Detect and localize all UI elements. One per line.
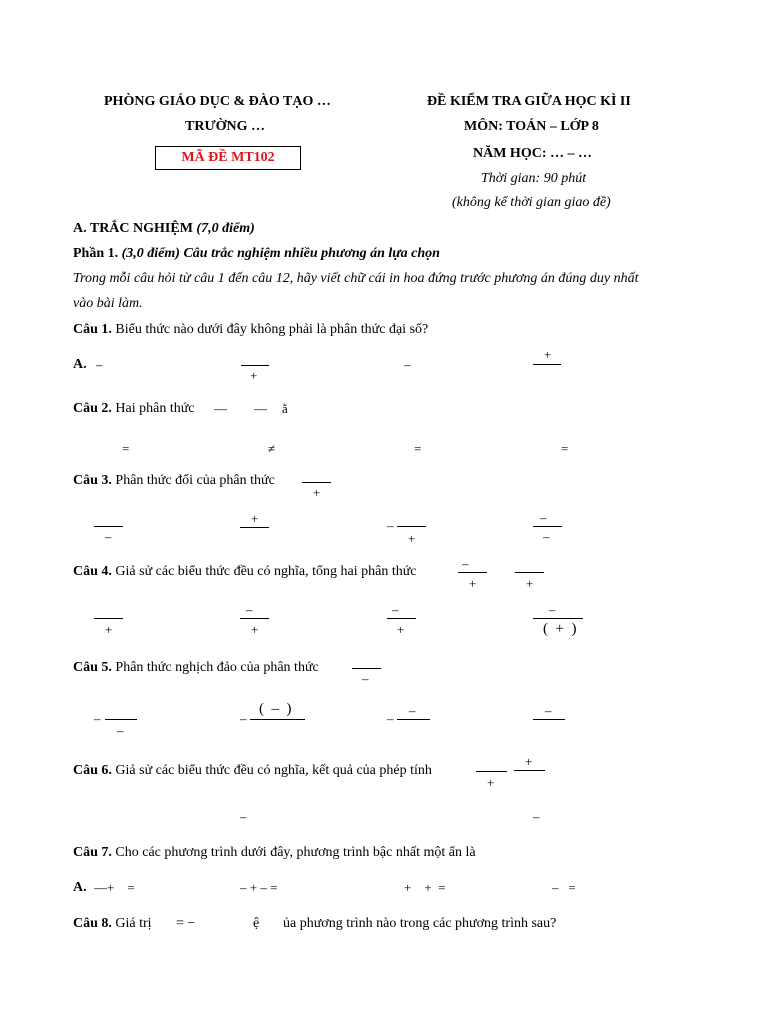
question-4 [73,565,417,579]
q1-b-plus: + [250,368,258,383]
part1-description: (3,0 điểm) Câu trắc nghiệm nhiều phương án lựa chọn [121,246,440,261]
question-7 [73,846,476,860]
q5-a-fraction-bar [105,719,137,720]
q4-c-plus: + [397,622,405,637]
question-label: Câu 4. [73,564,112,579]
question-label: Câu 7. [73,845,112,860]
q7-b-expr: – + – = [240,880,278,895]
q8-tail: ủa phương trình nào trong các phương trình sau? [283,916,557,931]
q4-d-fraction-bar [533,618,583,619]
q5-b-minus: – [240,711,247,726]
question-text: Giả sử các biểu thức đều có nghĩa, kết quả của phép tính [115,763,432,778]
section-a-points: (7,0 điểm) [196,221,255,236]
q5-c-minus: – [387,711,394,726]
school-year: NĂM HỌC: … – … [473,146,592,161]
q3-a-fraction-bar [94,526,123,527]
q1-option-a-label: A. [73,357,87,372]
question-label: Câu 2. [73,401,112,416]
q6-fraction-bar-1 [476,771,507,772]
q6-fraction-bar-2 [514,770,545,771]
q7-a-expr: —+ = [94,880,135,895]
question-text: Hai phân thức [115,401,195,416]
question-1 [73,323,428,337]
q3-c-fraction-bar [397,526,426,527]
q2-tail: ằ [282,401,288,416]
q6-plus-1: + [487,775,495,790]
exam-code-box [155,146,301,170]
question-label: Câu 6. [73,763,112,778]
question-8 [73,917,152,931]
question-3 [73,474,275,488]
part1-label: Phần 1. [73,246,119,261]
q1-d-plus: + [544,347,552,362]
section-a-title: A. TRẮC NGHIỆM [73,221,193,236]
section-a-heading [73,222,255,236]
question-2 [73,402,195,416]
q5-minus: – [362,671,369,686]
question-label: Câu 8. [73,916,112,931]
q4-plus-2: + [526,576,534,591]
question-label: Câu 5. [73,660,112,675]
q6-d-minus: – [533,809,540,824]
part1-instruction-line2: vào bài làm. [73,296,143,311]
q3-d-minus-top: – [540,510,547,525]
q4-c-minus: – [392,602,399,617]
q5-b-numerator: ( – ) [259,701,292,717]
q3-c-minus: – [387,518,394,533]
exam-time: Thời gian: 90 phút [481,171,587,186]
question-text: Biểu thức nào dưới đây không phải là phân thức đại số? [115,322,429,337]
q6-plus-2: + [525,754,533,769]
q1-a-minus: – [96,357,103,372]
question-6 [73,764,432,778]
exam-title: ĐỀ KIỂM TRA GIỮA HỌC KÌ II [427,94,631,109]
q5-d-fraction-bar [533,719,565,720]
question-label: Câu 3. [73,473,112,488]
question-label: Câu 1. [73,322,112,337]
q5-fraction-bar [352,668,381,669]
q5-b-fraction-bar [250,719,305,720]
exam-subject: MÔN: TOÁN – LỚP 8 [464,119,599,134]
q7-c-expr: + + = [404,880,446,895]
q3-b-fraction-bar [240,527,269,528]
q7-option-a-label: A. [73,880,87,895]
q4-d-minus: – [549,602,556,617]
q4-c-fraction-bar [387,618,416,619]
question-text: Giá trị [115,916,152,931]
exam-time-note: (không kể thời gian giao đề) [452,195,611,210]
q3-fraction-bar [302,482,331,483]
q4-b-minus: – [246,602,253,617]
q5-c-minus-top: – [409,703,416,718]
q3-a-minus: – [105,529,112,544]
q5-d-minus-top: – [545,703,552,718]
q7-d-expr: – = [552,880,576,895]
q8-fragment: ệ [253,916,260,931]
q4-d-denominator: ( + ) [543,621,577,637]
q4-b-fraction-bar [240,618,269,619]
q5-a-minus-bottom: – [117,723,124,738]
q4-fraction-bar-1 [458,572,487,573]
question-text: Phân thức đối của phân thức [115,473,275,488]
q3-plus: + [313,485,321,500]
q2-c-eq: = [414,441,422,456]
q1-d-fraction-bar [533,364,561,365]
question-text: Phân thức nghịch đảo của phân thức [115,660,319,675]
q2-minus-1: — [214,401,227,416]
q3-b-plus: + [251,511,259,526]
q1-b-fraction-bar [241,365,269,366]
q1-c-minus: – [404,357,411,372]
q6-b-minus: – [240,809,247,824]
q4-a-plus: + [105,622,113,637]
q2-b-neq: ≠ [268,441,276,456]
q2-d-eq: = [561,441,569,456]
q5-c-fraction-bar [397,719,430,720]
q3-d-fraction-bar [533,526,562,527]
question-5 [73,661,319,675]
q2-a-eq: = [122,441,130,456]
q4-plus-1: + [469,576,477,591]
part1-instruction-line1: Trong mỗi câu hỏi từ câu 1 đến câu 12, hãy viết chữ cái in hoa đứng trước phương án đúng duy nhất [73,271,639,286]
q4-fraction-bar-2 [515,572,544,573]
q5-a-minus: – [94,711,101,726]
exam-code: MÃ ĐỀ MT102 [181,150,275,165]
question-text: Giả sử các biểu thức đều có nghĩa, tổng hai phân thức [115,564,417,579]
school-department: PHÒNG GIÁO DỤC & ĐÀO TẠO … [104,94,331,109]
q4-minus-top: – [462,556,469,571]
q2-minus-2: — [254,401,267,416]
q4-a-fraction-bar [94,618,123,619]
question-text: Cho các phương trình dưới đây, phương trình bậc nhất một ẩn là [115,845,476,860]
q8-equals: = − [176,916,196,931]
q4-b-plus: + [251,622,259,637]
school-name: TRƯỜNG … [185,119,265,134]
q3-c-plus: + [408,531,416,546]
q3-d-minus-bottom: – [543,529,550,544]
part1-heading [73,247,440,261]
